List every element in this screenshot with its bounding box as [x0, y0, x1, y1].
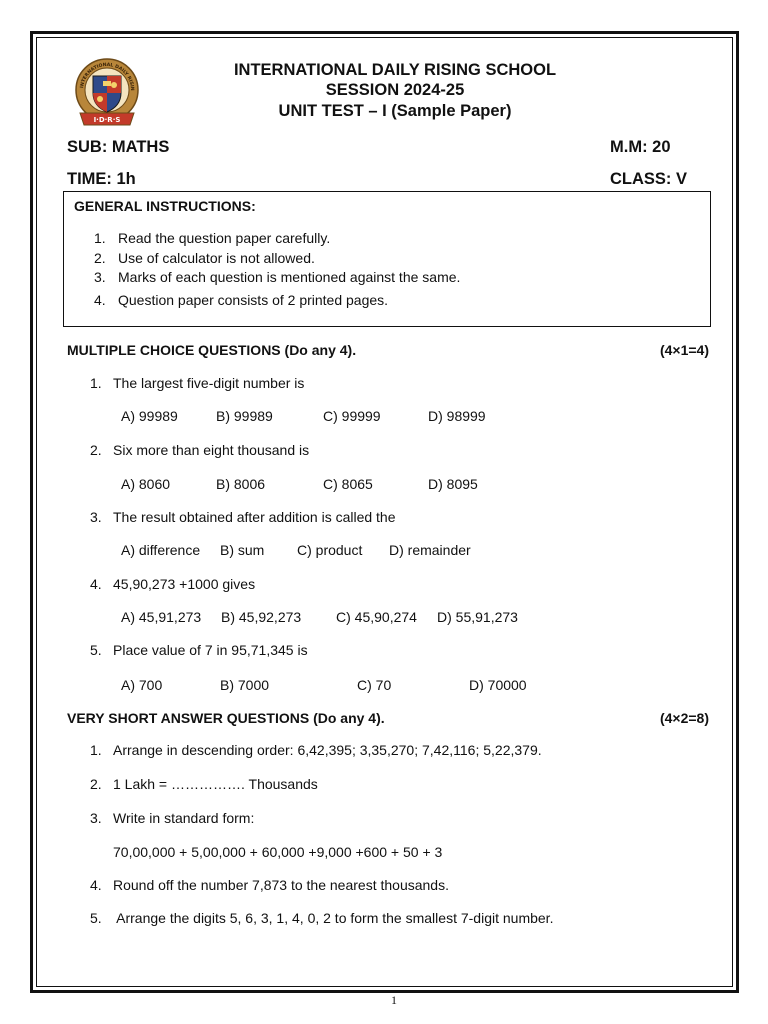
session-title: SESSION 2024-25 [325, 81, 465, 99]
instruction-item: 4. Question paper consists of 2 printed pages. [94, 292, 389, 308]
school-logo [74, 55, 140, 131]
mcq-option: D) 70000 [469, 677, 527, 693]
instructions-title: GENERAL INSTRUCTIONS: [74, 198, 256, 214]
mcq-option: D) 55,91,273 [437, 609, 518, 625]
subject-label: SUB: MATHS [67, 138, 170, 156]
mcq-option: C) 8065 [323, 476, 373, 492]
mcq-option: C) product [297, 542, 363, 558]
vsa-question: 4. Round off the number 7,873 to the nearest thousands. [90, 877, 449, 893]
mcq-option: D) 8095 [428, 476, 478, 492]
mcq-option: A) 45,91,273 [121, 609, 202, 625]
vsa-question: 5. Arrange the digits 5, 6, 3, 1, 4, 0, 2 to form the smallest 7-digit number. [90, 910, 554, 926]
vsa-question: 3. Write in standard form: [90, 810, 255, 826]
mcq-section-title: MULTIPLE CHOICE QUESTIONS (Do any 4). [67, 342, 357, 358]
mcq-question: 2. Six more than eight thousand is [90, 442, 310, 458]
instruction-item: 3. Marks of each question is mentioned against the same. [94, 269, 461, 285]
vsa-section-marks: (4×2=8) [659, 710, 709, 726]
mcq-option: A) 99989 [121, 408, 178, 424]
instruction-item: 2. Use of calculator is not allowed. [94, 250, 315, 266]
mcq-section-marks: (4×1=4) [659, 342, 709, 358]
instruction-item: 1. Read the question paper carefully. [94, 230, 331, 246]
mcq-option: A) difference [121, 542, 201, 558]
mcq-question: 3. The result obtained after addition is called the [90, 509, 396, 525]
mcq-option: B) 8006 [216, 476, 266, 492]
mcq-option: B) 7000 [220, 677, 270, 693]
mcq-question: 4. 45,90,273 +1000 gives [90, 576, 256, 592]
test-title: UNIT TEST – I (Sample Paper) [278, 102, 512, 120]
mcq-option: D) 98999 [428, 408, 486, 424]
mcq-question: 1. The largest five-digit number is [90, 375, 305, 391]
mcq-option: C) 45,90,274 [336, 609, 417, 625]
vsa-question: 2. 1 Lakh = ……………. Thousands [90, 776, 318, 792]
standard-form-expression: 70,00,000 + 5,00,000 + 60,000 +9,000 +600 + 50 + 3 [113, 844, 443, 860]
instructions-box [63, 191, 711, 327]
page-number: 1 [391, 993, 397, 1007]
vsa-question: 1. Arrange in descending order: 6,42,395; 3,35,270; 7,42,116; 5,22,379. [90, 742, 542, 758]
mcq-option: C) 70 [357, 677, 392, 693]
mcq-option: B) sum [220, 542, 265, 558]
mcq-option: D) remainder [389, 542, 471, 558]
mcq-option: A) 8060 [121, 476, 171, 492]
mcq-option: B) 99989 [216, 408, 273, 424]
vsa-section-title: VERY SHORT ANSWER QUESTIONS (Do any 4). [67, 710, 385, 726]
time-label: TIME: 1h [67, 170, 136, 188]
mcq-option: B) 45,92,273 [221, 609, 302, 625]
mcq-option: C) 99999 [323, 408, 381, 424]
class-label: CLASS: V [610, 170, 688, 188]
logo-ring-text: INTERNATIONAL DAILY RISIN [80, 62, 135, 91]
mcq-option: A) 700 [121, 677, 163, 693]
mcq-question: 5. Place value of 7 in 95,71,345 is [90, 642, 308, 658]
school-name: INTERNATIONAL DAILY RISING SCHOOL [233, 61, 557, 79]
max-marks-label: M.M: 20 [610, 138, 671, 156]
logo-banner-text: I·D·R·S [93, 116, 121, 124]
